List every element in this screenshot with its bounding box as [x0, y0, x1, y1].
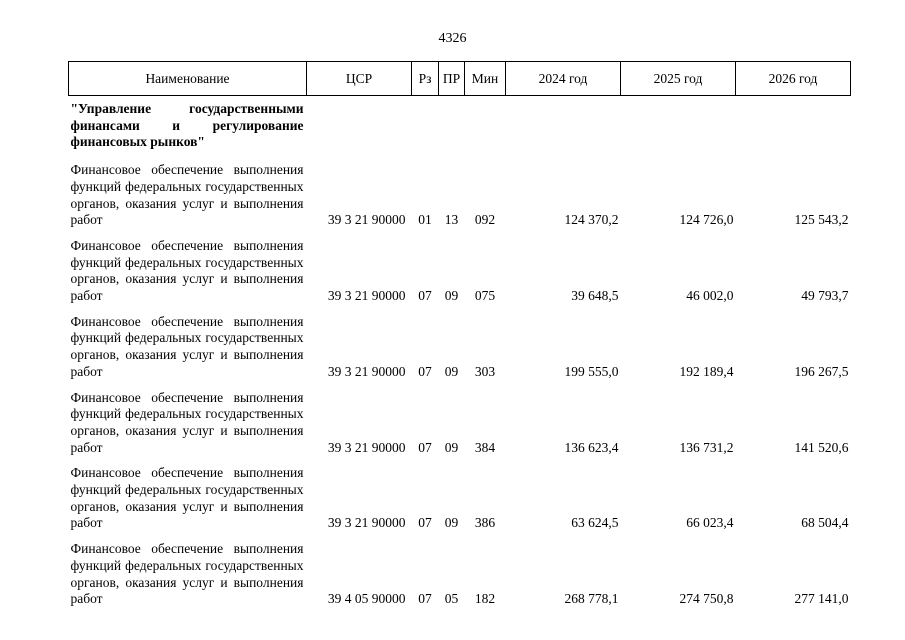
row-2026: 141 520,6 [794, 439, 849, 455]
header-name: Наименование [69, 62, 307, 96]
row-pr: 09 [444, 439, 459, 455]
row-csr: 39 3 21 90000 [327, 288, 406, 304]
row-pr: 13 [444, 212, 459, 228]
row-name: Финансовое обеспечение выполнения функций федеральных государственных органов, оказания услуг и выполнения работ [70, 237, 304, 304]
row-pr: 05 [444, 591, 459, 607]
header-pr: ПР [439, 62, 465, 96]
table-row [69, 536, 851, 612]
row-min: 303 [474, 363, 496, 379]
row-min: 182 [474, 591, 496, 607]
row-csr: 39 3 21 90000 [327, 515, 406, 531]
page-number: 4326 [438, 31, 467, 46]
row-min: 386 [474, 515, 496, 531]
row-min: 075 [474, 288, 496, 304]
row-2026: 196 267,5 [794, 363, 849, 379]
row-2025: 192 189,4 [679, 363, 734, 379]
row-rz: 07 [418, 288, 432, 304]
row-csr: 39 4 05 90000 [327, 591, 406, 607]
header-min: Мин [465, 62, 506, 96]
row-2025: 46 002,0 [686, 288, 734, 304]
row-2025: 136 731,2 [679, 439, 734, 455]
row-2024: 124 370,2 [564, 212, 619, 228]
row-pr: 09 [444, 363, 459, 379]
table-row [69, 309, 851, 385]
row-rz: 07 [418, 439, 432, 455]
row-rz: 01 [418, 212, 432, 228]
row-csr: 39 3 21 90000 [327, 439, 406, 455]
row-name: Финансовое обеспечение выполнения функций федеральных государственных органов, оказания услуг и выполнения работ [70, 465, 304, 531]
row-csr: 39 3 21 90000 [327, 363, 406, 379]
row-name: Финансовое обеспечение выполнения функций федеральных государственных органов, оказания услуг и выполнения работ [70, 541, 304, 607]
row-2026: 49 793,7 [801, 288, 849, 304]
row-min: 384 [474, 439, 496, 455]
row-2026: 277 141,0 [794, 591, 849, 607]
row-name: Финансовое обеспечение выполнения функций федеральных государственных органов, оказания услуг и выполнения работ [70, 313, 304, 379]
table-header [69, 62, 851, 96]
row-min: 092 [474, 212, 496, 228]
row-csr: 39 3 21 90000 [327, 212, 406, 228]
header-2024: 2024 год [506, 62, 621, 96]
row-2024: 39 648,5 [571, 288, 619, 304]
row-2026: 125 543,2 [794, 212, 849, 228]
row-2024: 199 555,0 [564, 363, 619, 379]
row-2024: 268 778,1 [564, 591, 619, 607]
table-row [69, 157, 851, 233]
row-2026: 68 504,4 [801, 515, 849, 531]
row-2025: 124 726,0 [679, 212, 734, 228]
row-2025: 66 023,4 [686, 515, 734, 531]
row-2024: 63 624,5 [571, 515, 619, 531]
header-2025: 2025 год [621, 62, 736, 96]
row-name: Финансовое обеспечение выполнения функций федеральных государственных органов, оказания услуг и выполнения работ [70, 389, 304, 455]
header-2026: 2026 год [736, 62, 851, 96]
section-row [69, 96, 851, 158]
table-row [69, 385, 851, 461]
table-row [69, 460, 851, 536]
row-pr: 09 [444, 515, 459, 531]
row-2024: 136 623,4 [564, 439, 619, 455]
header-rz: Рз [412, 62, 439, 96]
row-rz: 07 [418, 515, 432, 531]
section-title: "Управление государственными финансами и регулирование финансовых рынков" [70, 101, 304, 150]
header-csr: ЦСР [307, 62, 412, 96]
table-row [69, 233, 851, 309]
row-2025: 274 750,8 [679, 591, 734, 607]
budget-table [68, 61, 851, 612]
row-rz: 07 [418, 363, 432, 379]
row-rz: 07 [418, 591, 432, 607]
row-pr: 09 [444, 288, 459, 304]
row-name: Финансовое обеспечение выполнения функций федеральных государственных органов, оказания услуг и выполнения работ [70, 162, 304, 228]
